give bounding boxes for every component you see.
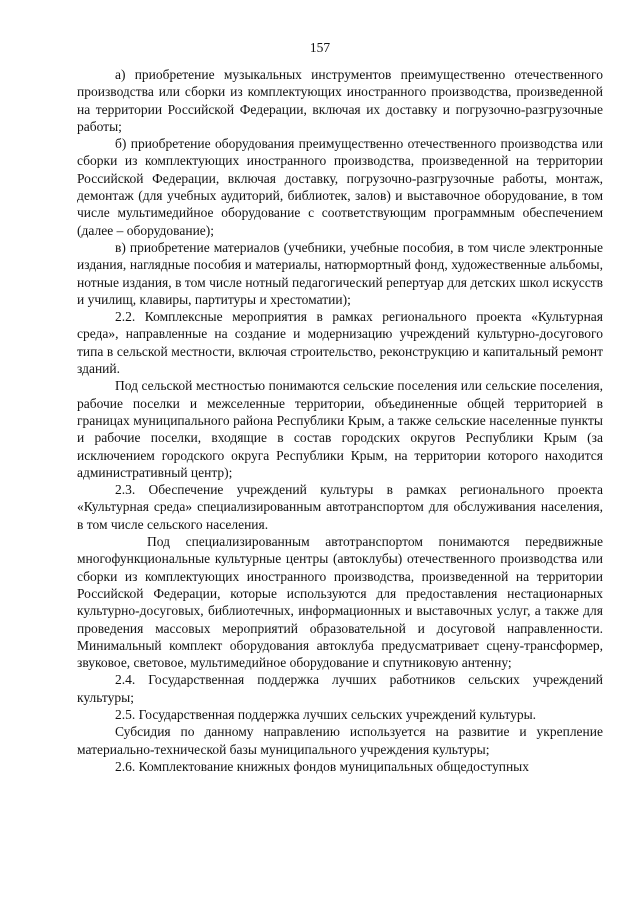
page-number: 157 bbox=[309, 40, 331, 55]
paragraph-section-2-5: 2.5. Государственная поддержка лучших сельских учреждений культуры. bbox=[115, 706, 537, 722]
paragraph-section-2-6: 2.6. Комплектование книжных фондов муниципальных общедоступных bbox=[115, 758, 530, 774]
paragraph-subsidy: Субсидия по данному направлению используется на развитие и укрепление материально-технической базы муниципального учреждения культуры; bbox=[77, 724, 603, 757]
paragraph-autoclub-definition: Под специализированным автотранспортом понимаются передвижные многофункциональные культурные центры (автоклубы) отечественного производства или сборки из комплектующих иностранного производства, произведенной на территории Российской Федерации, которые используются для предоставления нестационарных культурно-досуговых, библиотечных, информационных и выставочных услуг, а также для проведения массовых мероприятий образовательной и досуговой направленности. Минимальный комплект оборудования автоклуба предусматривает сцену-трансформер, звуковое, световое, мультимедийное оборудование и спутниковую антенну; bbox=[77, 534, 603, 671]
document-body bbox=[77, 66, 603, 775]
paragraph-item-a: а) приобретение музыкальных инструментов преимущественно отечественного производства или сборки из комплектующих иностранного производства, произведенной на территории Российской Федерации, включая их доставку и погрузочно-разгрузочные работы; bbox=[77, 67, 603, 134]
paragraph-item-b: б) приобретение оборудования преимущественно отечественного производства или сборки из комплектующих иностранного производства, произведенной на территории Российской Федерации, включая доставку, погрузочно-разгрузочные работы, монтаж, демонтаж (для учебных аудиторий, библиотек, залов) и выставочное оборудование, в том числе мультимедийное оборудование с соответствующим программным обеспечением (далее – оборудование); bbox=[77, 136, 603, 238]
paragraph-section-2-3: 2.3. Обеспечение учреждений культуры в рамках регионального проекта «Культурная среда» специализированным автотранспортом для обслуживания населения, в том числе сельского населения. bbox=[77, 482, 603, 532]
paragraph-rural-definition: Под сельской местностью понимаются сельские поселения или сельские поселения, рабочие поселки и межселенные территории, объединенные общей территорией в границах муниципального района Республики Крым, а также сельские населенные пункты и рабочие поселки, входящие в состав городских округов Республики Крым (за исключением городского округа Республики Крым, на территории которого находится административный центр); bbox=[77, 378, 603, 480]
paragraph-item-v: в) приобретение материалов (учебники, учебные пособия, в том числе электронные издания, наглядные пособия и материалы, натюрмортный фонд, художественные альбомы, нотные издания, в том числе нотный педагогический репертуар для детских школ искусств и училищ, клавиры, партитуры и хрестоматии); bbox=[77, 239, 603, 307]
paragraph-section-2-2: 2.2. Комплексные мероприятия в рамках регионального проекта «Культурная среда», направленные на создание и модернизацию учреждений культурно-досугового типа в сельской местности, включая строительство, реконструкцию и капитальный ремонт зданий. bbox=[77, 309, 603, 377]
paragraph-section-2-4: 2.4. Государственная поддержка лучших работников сельских учреждений культуры; bbox=[77, 672, 603, 705]
